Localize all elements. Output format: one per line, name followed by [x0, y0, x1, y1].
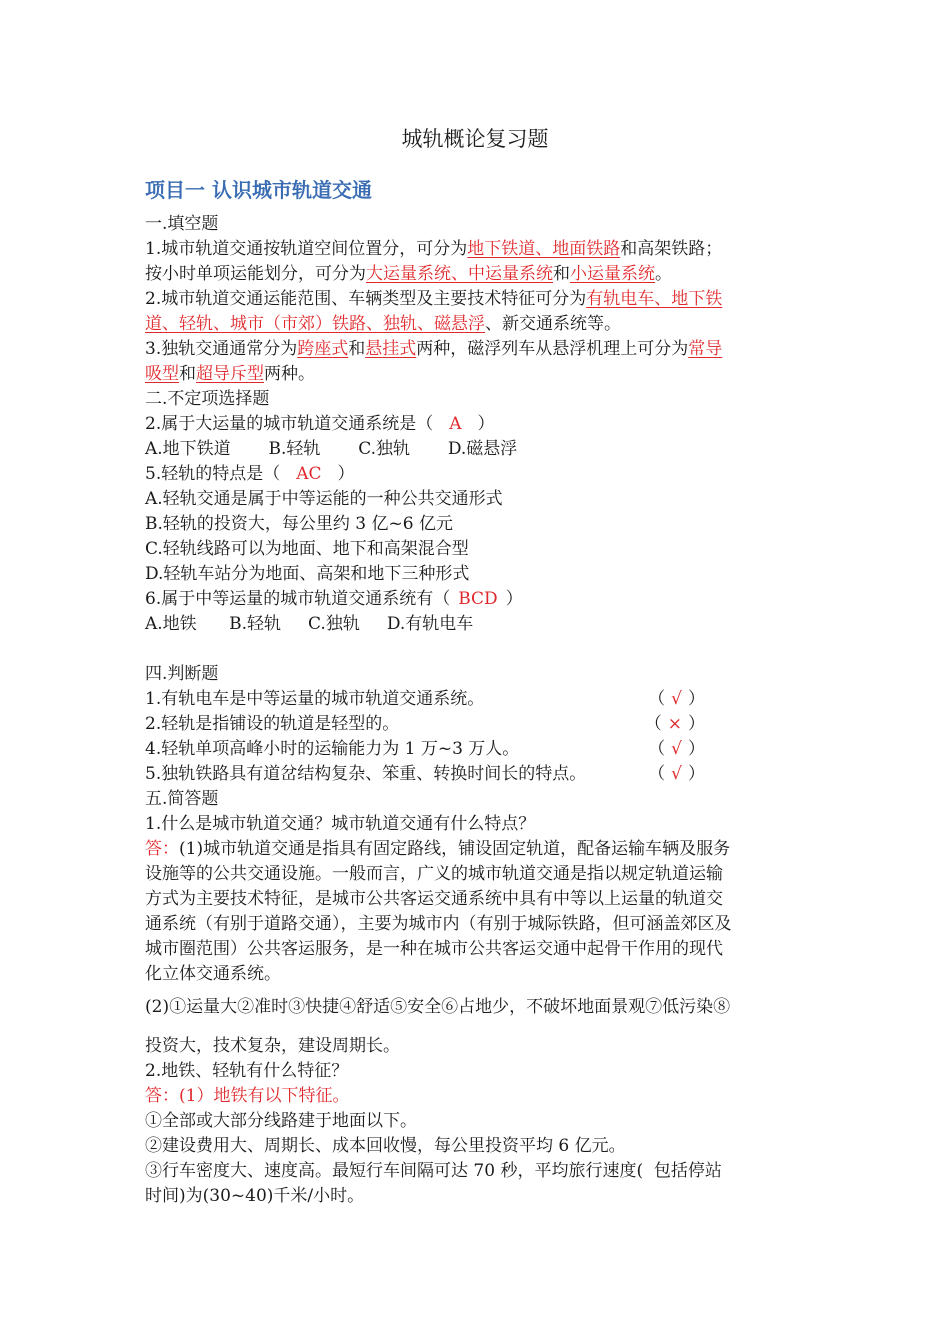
judge-mark: √: [671, 739, 682, 759]
short-heading: 五.简答题: [145, 789, 219, 809]
short-q2-point: 时间)为(30~40)千米/小时。: [145, 1186, 365, 1206]
judge-heading: 四.判断题: [145, 664, 219, 684]
choice-q5-stem: 5.轻轨的特点是（ AC ）: [145, 464, 355, 484]
short-q1-answer-line: 设施等的公共交通设施。一般而言，广义的城市轨道交通是指以规定轨道运输: [145, 864, 723, 884]
judge-item: 4.轻轨单项高峰小时的运输能力为 1 万~3 万人。 （ √ ）: [145, 739, 705, 759]
document-title: 城轨概论复习题: [401, 127, 549, 151]
short-q2-point: ①全部或大部分线路建于地面以下。: [145, 1111, 417, 1131]
short-q1-features-line: (2)①运量大②准时③快捷④舒适⑤安全⑥占地少，不破坏地面景观⑦低污染⑧: [145, 997, 731, 1017]
fill-answer: 超导斥型: [196, 364, 264, 384]
judge-item: 2.轻轨是指铺设的轨道是轻型的。 （ × ）: [145, 714, 705, 734]
fill-answer: 地下铁道、地面铁路: [467, 239, 621, 259]
judge-mark: √: [671, 764, 682, 784]
project-heading: 项目一 认识城市轨道交通: [145, 178, 372, 202]
choice-answer: A: [449, 414, 462, 434]
fill-answer: 吸型: [145, 364, 179, 384]
choice-answer: AC: [296, 464, 322, 484]
choice-heading: 二.不定项选择题: [145, 389, 270, 409]
short-q2-point: ②建设费用大、周期长、成本回收慢，每公里投资平均 6 亿元。: [145, 1136, 626, 1156]
fill-q2-line1: 2.城市轨道交通运能范围、车辆类型及主要技术特征可分为有轨电车、地下铁: [145, 289, 723, 309]
short-q1-answer-line: 通系统（有别于道路交通），主要为城市内（有别于城际铁路，但可涵盖郊区及: [145, 914, 732, 934]
choice-answer: BCD: [458, 589, 498, 609]
choice-q2-stem: 2.属于大运量的城市轨道交通系统是（ A ）: [145, 414, 495, 434]
spacer: [145, 637, 815, 662]
fill-answer: 小运量系统: [570, 264, 655, 284]
choice-q5-option-c: C.轻轨线路可以为地面、地下和高架混合型: [145, 539, 469, 559]
fill-q3-line2: 吸型和超导斥型两种。: [145, 364, 315, 384]
choice-q6-stem: 6.属于中等运量的城市轨道交通系统有（ BCD ）: [145, 589, 523, 609]
document-body: [145, 212, 815, 1209]
short-q1-answer-line: 答：(1)城市轨道交通是指具有固定路线，铺设固定轨道，配备运输车辆及服务: [145, 839, 731, 859]
short-q1-answer-line: 方式为主要技术特征，是城市公共客运交通系统中具有中等以上运量的轨道交: [145, 889, 723, 909]
short-q1-question: 1.什么是城市轨道交通？城市轨道交通有什么特点？: [145, 814, 536, 834]
spacer: [145, 1020, 815, 1034]
choice-q5-option-b: B.轻轨的投资大，每公里约 3 亿~6 亿元: [145, 514, 453, 534]
short-q2-question: 2.地铁、轻轨有什么特征？: [145, 1061, 349, 1081]
judge-mark: √: [671, 689, 682, 709]
choice-q2-options: A.地下铁道 B.轻轨 C.独轨 D.磁悬浮: [145, 439, 518, 459]
short-q2-answer-head: 答：(1）地铁有以下特征。: [145, 1086, 350, 1106]
judge-item: 5.独轨铁路具有道岔结构复杂、笨重、转换时间长的特点。 （ √ ）: [145, 764, 705, 784]
short-q1-answer-line: 化立体交通系统。: [145, 964, 281, 984]
choice-q6-options: A.地铁 B.轻轨 C.独轨 D.有轨电车: [145, 614, 474, 634]
fill-answer: 常导: [688, 339, 723, 359]
short-q1-answer-line: 城市圈范围）公共客运服务，是一种在城市公共客运交通中起骨干作用的现代: [145, 939, 723, 959]
answer-label: 答：: [145, 839, 179, 859]
judge-item: 1.有轨电车是中等运量的城市轨道交通系统。 （ √ ）: [145, 689, 705, 709]
short-q1-features-line: 投资大，技术复杂，建设周期长。: [145, 1036, 400, 1056]
short-q2-point: ③行车密度大、速度高。最短行车间隔可达 70 秒，平均旅行速度( 包括停站: [145, 1161, 722, 1181]
fill-answer: 悬挂式: [365, 339, 417, 359]
choice-q5-option-a: A.轻轨交通是属于中等运能的一种公共交通形式: [145, 489, 503, 509]
fill-q1-line1: 1.城市轨道交通按轨道空间位置分，可分为地下铁道、地面铁路和高架铁路；: [145, 239, 723, 259]
fill-q2-line2: 道、轻轨、城市（市郊）铁路、独轨、磁悬浮、新交通系统等。: [145, 314, 621, 334]
choice-q5-option-d: D.轻轨车站分为地面、高架和地下三种形式: [145, 564, 470, 584]
fill-heading: 一.填空题: [145, 214, 219, 234]
fill-answer: 大运量系统、中运量系统: [366, 264, 553, 284]
fill-q1-line2: 按小时单项运能划分，可分为大运量系统、中运量系统和小运量系统。: [145, 264, 672, 284]
fill-answer: 跨座式: [297, 339, 349, 359]
fill-answer: 道、轻轨、城市（市郊）铁路、独轨、磁悬浮: [145, 314, 485, 334]
fill-answer: 有轨电车、地下铁: [586, 289, 723, 309]
fill-q3-line1: 3.独轨交通通常分为跨座式和悬挂式两种，磁浮列车从悬浮机理上可分为常导: [145, 339, 723, 359]
judge-mark: ×: [667, 714, 682, 734]
